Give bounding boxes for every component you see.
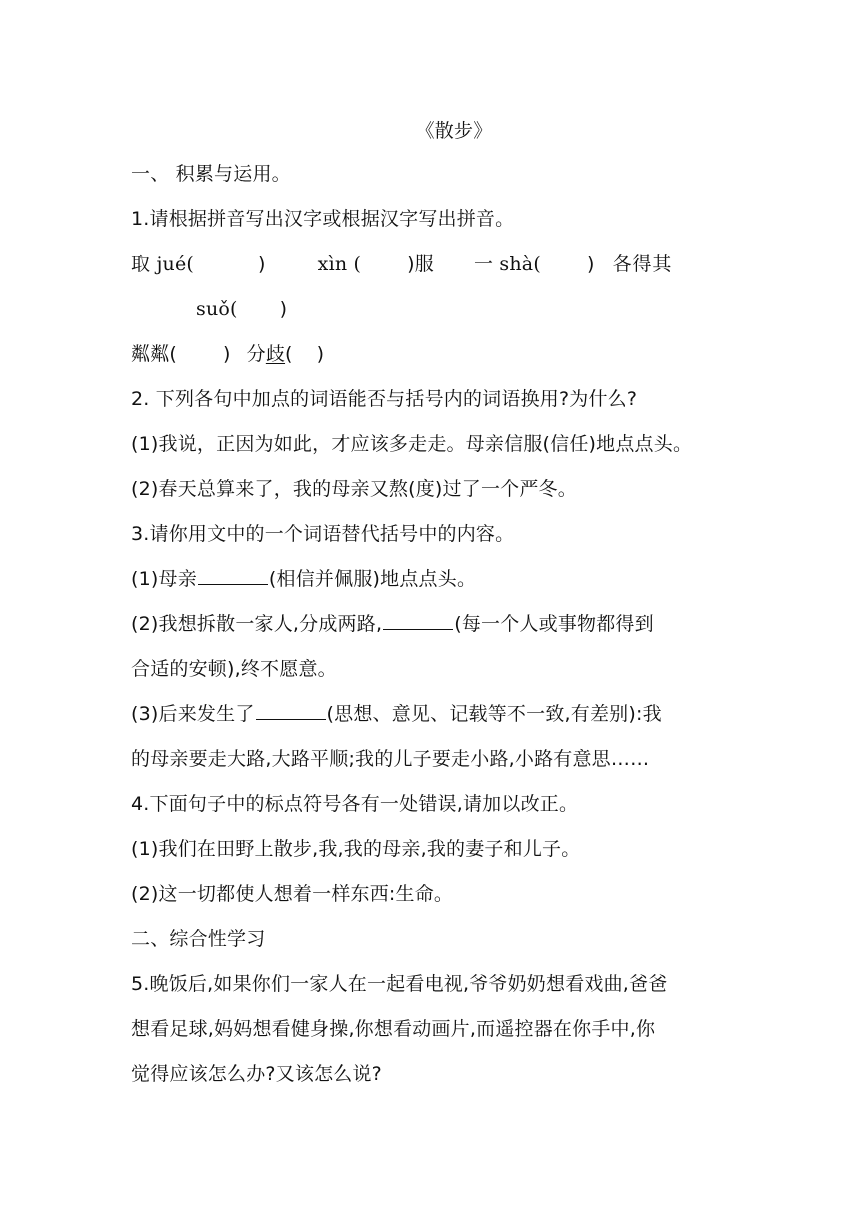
- pinyin-xin-close: )服: [407, 253, 434, 275]
- question-1-prompt: 1.请根据拼音写出汉字或根据汉字写出拼音。: [131, 208, 515, 230]
- question-4-prompt: 4.下面句子中的标点符号各有一处错误,请加以改正。: [131, 793, 579, 815]
- document-title: 《散步》: [415, 120, 493, 142]
- word-linlin: 粼粼(: [131, 343, 178, 365]
- pinyin-suo-close: ): [279, 298, 288, 320]
- question-2-sentence-2: (2)春天总算来了，我的母亲又熬(度)过了一个严冬。: [131, 478, 577, 500]
- q3-s1-pre: (1)母亲: [131, 568, 197, 590]
- question-3-sentence-3: [131, 701, 731, 727]
- phrase-ge-de-qi: 各得其: [612, 253, 673, 275]
- answer-blank[interactable]: [198, 566, 268, 585]
- question-2-sentence-1: (1)我说，正因为如此，才应该多走走。母亲信服(信任)地点点头。: [131, 433, 693, 455]
- question-3-sentence-1: [131, 566, 731, 592]
- answer-blank[interactable]: [383, 611, 453, 630]
- question-3-sentence-2-cont: 合适的安顿),终不愿意。: [131, 658, 337, 680]
- pinyin-sha-close: ): [586, 253, 595, 275]
- question-5-line-3: 觉得应该怎么办?又该怎么说?: [131, 1063, 382, 1085]
- pinyin-suo: suǒ(: [196, 298, 238, 320]
- q3-s2-post: (每一个人或事物都得到: [454, 613, 654, 635]
- answer-blank[interactable]: [256, 701, 326, 720]
- question-1-row-3: [131, 341, 731, 367]
- q3-s2-pre: (2)我想拆散一家人,分成两路,: [131, 613, 383, 635]
- pinyin-sha: 一 shà(: [473, 253, 541, 275]
- section-heading-1: 一、 积累与运用。: [131, 163, 291, 185]
- question-3-prompt: 3.请你用文中的一个词语替代括号中的内容。: [131, 523, 515, 545]
- word-linlin-close: ): [223, 343, 231, 365]
- pinyin-xin: xìn (: [317, 253, 362, 275]
- question-1-row-1: [131, 251, 731, 277]
- question-4-sentence-1: (1)我们在田野上散步,我,我的母亲,我的妻子和儿子。: [131, 838, 581, 860]
- question-4-sentence-2: (2)这一切都使人想着一样东西:生命。: [131, 883, 454, 905]
- pinyin-jue: 取 jué(: [131, 253, 195, 275]
- question-3-sentence-3-cont: 的母亲要走大路,大路平顺;我的儿子要走小路,小路有意思……: [131, 748, 650, 770]
- section-heading-2: 二、综合性学习: [131, 928, 266, 950]
- question-1-row-2: [196, 296, 796, 322]
- q3-s3-post: (思想、意见、记载等不一致,有差别):我: [326, 703, 662, 725]
- q3-s1-post: (相信并佩服)地点点头。: [268, 568, 477, 590]
- question-3-sentence-2: [131, 611, 731, 637]
- question-5-line-1: 5.晚饭后,如果你们一家人在一起看电视,爷爷奶奶想看戏曲,爸爸: [131, 973, 668, 995]
- word-qi-underlined: 歧: [265, 343, 286, 365]
- q3-s3-pre: (3)后来发生了: [131, 703, 255, 725]
- paren-close: ): [258, 253, 266, 275]
- word-fen: 分: [246, 343, 266, 365]
- question-5-line-2: 想看足球,妈妈想看健身操,你想看动画片,而遥控器在你手中,你: [131, 1018, 656, 1040]
- word-qi-paren: (: [285, 343, 293, 365]
- question-2-prompt: 2. 下列各句中加点的词语能否与括号内的词语换用?为什么?: [131, 388, 638, 410]
- word-qi-close: ): [316, 343, 325, 365]
